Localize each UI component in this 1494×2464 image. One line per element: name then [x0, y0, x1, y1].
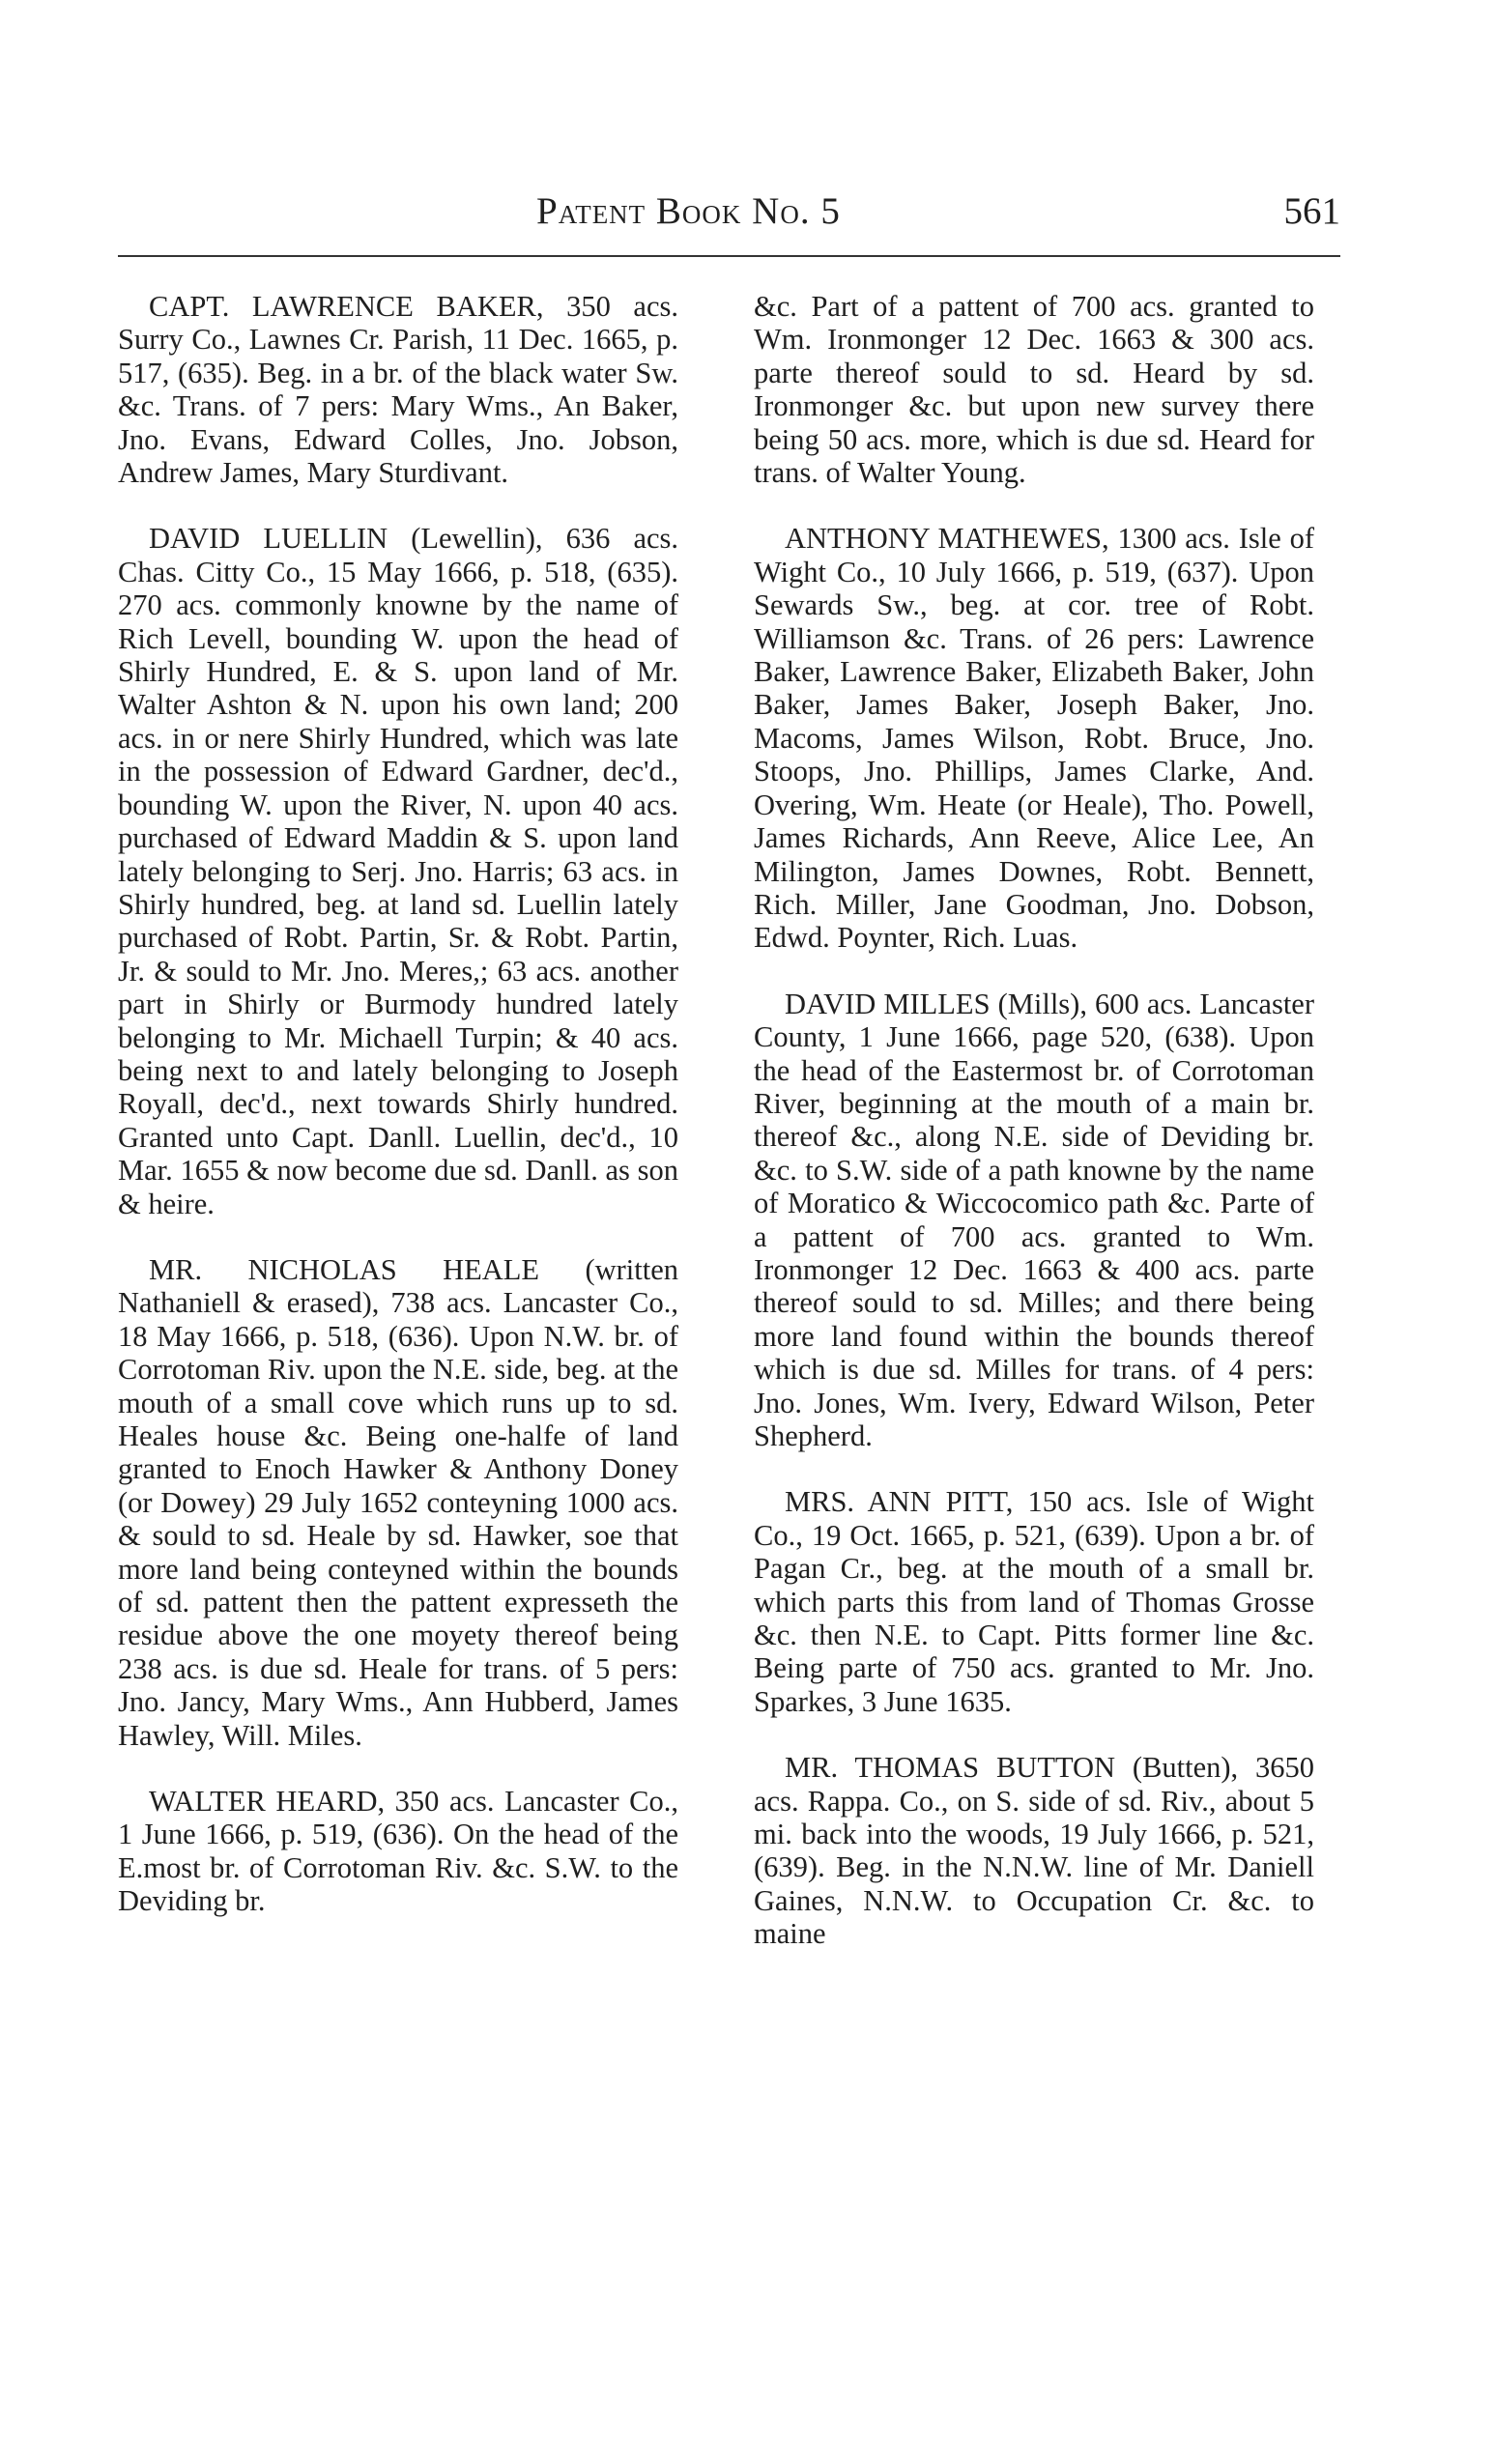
entry-heading: MR. NICHOLAS HEALE — [149, 1252, 540, 1286]
patent-entry — [118, 1253, 678, 1752]
right-column — [754, 290, 1314, 1984]
entry-heading: WALTER HEARD, — [149, 1785, 386, 1819]
entry-text: 150 acs. Isle of Wight Co., 19 Oct. 1665, p. 521, (639). Upon a br. of Pagan Cr., beg. at the mouth of a small br. which parts this from land of Thomas Grosse &c. then N.E. to Capt. Pitts former line &c. Being parte of 750 acs. granted to Mr. Jno. Sparkes, 3 June 1635. — [754, 1485, 1315, 1718]
page-header — [118, 189, 1340, 245]
patent-entry — [118, 290, 678, 489]
patent-entry — [118, 522, 678, 1220]
entry-text: &c. Part of a pattent of 700 acs. granted to Wm. Ironmonger 12 Dec. 1663 & 300 acs. parte thereof sould to sd. Heard by sd. Ironmonger &c. but upon new survey there being 50 acs. more, which is due sd. Heard for trans. of Walter Young. — [754, 290, 1314, 490]
entry-text: (Mills), 600 acs. Lancaster County, 1 June 1666, page 520, (638). Upon the head of the Eastermost br. of Corrotoman River, beginning at the mouth of a main br. thereof &c., along N.E. side of Deviding br. &c. to S.W. side of a path knowne by the name of Moratico & Wiccocomico path &c. Parte of a pattent of 700 acs. granted to Wm. Ironmonger 12 Dec. 1663 & 400 acs. parte thereof sould to sd. Milles; and there being more land found within the bounds thereof which is due sd. Milles for trans. of 4 pers: Jno. Jones, Wm. Ivery, Edward Wilson, Peter Shepherd. — [754, 987, 1315, 1452]
patent-entry — [754, 1751, 1314, 1950]
patent-entry — [754, 988, 1314, 1453]
entry-heading: ANTHONY MATHEWES, — [785, 522, 1109, 556]
header-rule — [118, 255, 1340, 257]
entry-heading: DAVID MILLES — [785, 987, 991, 1020]
entry-text: (written Nathaniell & erased), 738 acs. Lancaster Co., 18 May 1666, p. 518, (636). Upon N.W. br. of Corrotoman Riv. upon the N.E. side, beg. at the mouth of a small cove which runs up to sd. Heales house &c. Being one-halfe of land granted to Enoch Hawker & Anthony Doney (or Dowey) 29 July 1652 conteyning 1000 acs. & sould to sd. Heale by sd. Hawker, soe that more land being conteyned within the bounds of sd. pattent then the pattent expresseth the residue above the one moyety thereof being 238 acs. is due sd. Heale for trans. of 5 pers: Jno. Jancy, Mary Wms., Ann Hubberd, James Hawley, Will. Miles. — [118, 1252, 679, 1752]
entry-text: 350 acs. Lancaster Co., 1 June 1666, p. 519, (636). On the head of the E.most br. of Corrotoman Riv. &c. S.W. to the Deviding br. — [118, 1785, 679, 1918]
entry-text: (Butten), 3650 acs. Rappa. Co., on S. side of sd. Riv., about 5 mi. back into the woods, 19 July 1666, p. 521, (639). Beg. in the N.N.W. line of Mr. Daniell Gaines, N.N.W. to Occupation Cr. &c. to maine — [754, 1751, 1314, 1951]
left-column — [118, 290, 678, 1951]
running-title: Patent Book No. 5 — [536, 190, 841, 232]
entry-heading: MRS. ANN PITT, — [785, 1485, 1014, 1519]
patent-entry — [118, 1785, 678, 1918]
entry-text: 350 acs. Surry Co., Lawnes Cr. Parish, 11 Dec. 1665, p. 517, (635). Beg. in a br. of the black water Sw. &c. Trans. of 7 pers: Mary Wms., An Baker, Jno. Evans, Edward Colles, Jno. Jobson, Andrew James, Mary Sturdivant. — [118, 290, 678, 490]
patent-entry-continued — [754, 290, 1314, 489]
entry-heading: DAVID LUELLIN — [149, 522, 388, 556]
entry-text: 1300 acs. Isle of Wight Co., 10 July 1666, p. 519, (637). Upon Sewards Sw., beg. at cor. tree of Robt. Williamson &c. Trans. of 26 pers: Lawrence Baker, Lawrence Baker, Elizabeth Baker, John Baker, James Baker, Joseph Baker, Jno. Macoms, James Wilson, Robt. Bruce, Jno. Stoops, Jno. Phillips, James Clarke, And. Overing, Wm. Heate (or Heale), Tho. Powell, James Richards, Ann Reeve, Alice Lee, An Milington, James Downes, Robt. Bennett, Rich. Miller, Jane Goodman, Jno. Dobson, Edwd. Poynter, Rich. Luas. — [754, 522, 1315, 955]
entry-heading: MR. THOMAS BUTTON — [785, 1751, 1116, 1785]
entry-heading: CAPT. LAWRENCE BAKER, — [149, 290, 544, 323]
page-number: 561 — [1283, 190, 1340, 232]
patent-entry — [754, 522, 1314, 954]
entry-text: (Lewellin), 636 acs. Chas. Citty Co., 15 May 1666, p. 518, (635). 270 acs. commonly knowne by the name of Rich Levell, bounding W. upon the head of Shirly Hundred, E. & S. upon land of Mr. Walter Ashton & N. upon his own land; 200 acs. in or nere Shirly Hundred, which was late in the possession of Edward Gardner, dec'd., bounding W. upon the River, N. upon 40 acs. purchased of Edward Maddin & S. upon land lately belonging to Serj. Jno. Harris; 63 acs. in Shirly hundred, beg. at land sd. Luellin lately purchased of Robt. Partin, Sr. & Robt. Partin, Jr. & sould to Mr. Jno. Meres,; 63 acs. another part in Shirly or Burmody hundred lately belonging to Mr. Michaell Turpin; & 40 acs. being next to and lately belonging to Joseph Royall, dec'd., next towards Shirly hundred. Granted unto Capt. Danll. Luellin, dec'd., 10 Mar. 1655 & now become due sd. Danll. as son & heire. — [118, 522, 679, 1220]
patent-entry — [754, 1485, 1314, 1718]
